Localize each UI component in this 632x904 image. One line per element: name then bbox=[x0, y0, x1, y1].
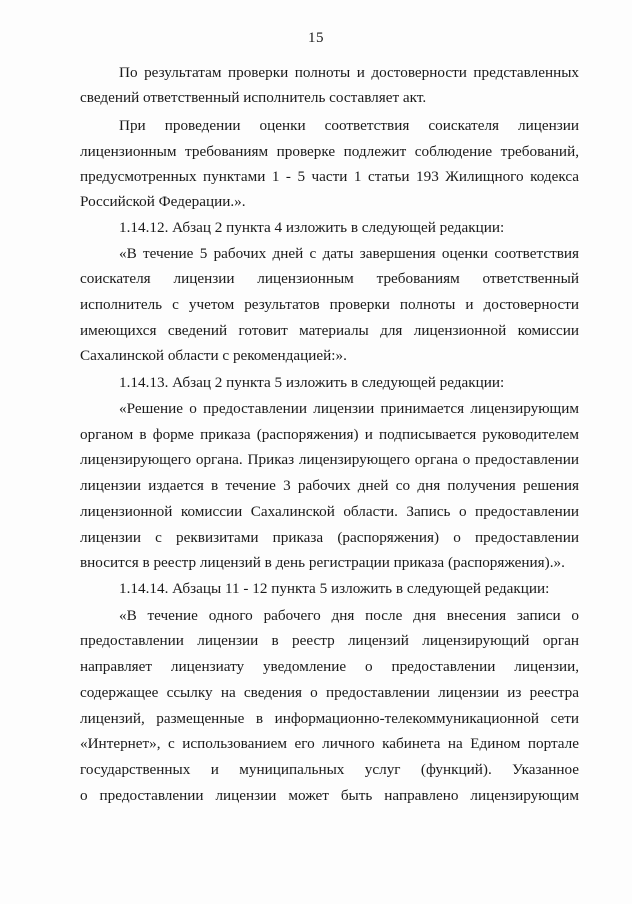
text-line: вносится в реестр лицензий в день регистрации приказа (распоряжения).». bbox=[80, 554, 565, 571]
text-line: лицензионной комиссии Сахалинской области. Запись о предоставлении bbox=[80, 503, 579, 520]
text-line: направляет лицензиату уведомление о предоставлении лицензии, bbox=[80, 658, 579, 675]
text-line: 1.14.14. Абзацы 11 - 12 пункта 5 изложить в следующей редакции: bbox=[119, 580, 550, 597]
page-number: 15 bbox=[308, 30, 324, 46]
text-line: лицензии с реквизитами приказа (распоряжения) о предоставлении bbox=[80, 529, 579, 546]
text-line: предоставлении лицензии в реестр лицензий лицензирующий орган bbox=[80, 632, 579, 649]
text-line: «Решение о предоставлении лицензии принимается лицензирующим bbox=[119, 400, 579, 417]
text-line: лицензий, размещенные в информационно-телекоммуникационной сети bbox=[80, 710, 579, 727]
text-line: имеющихся сведений готовит материалы для лицензионной комиссии bbox=[80, 322, 579, 339]
text-line: органом в форме приказа (распоряжения) и подписывается руководителем bbox=[80, 426, 579, 443]
text-line: государственных и муниципальных услуг (функций). Указанное bbox=[80, 761, 579, 778]
text-line: содержащее ссылку на сведения о предоставлении лицензии из реестра bbox=[80, 684, 579, 701]
text-line: 1.14.13. Абзац 2 пункта 5 изложить в следующей редакции: bbox=[119, 374, 505, 391]
text-line: лицензирующего органа. Приказ лицензирующего органа о предоставлении bbox=[80, 451, 579, 468]
text-line: «В течение одного рабочего дня после дня внесения записи о bbox=[119, 607, 579, 624]
text-line: 1.14.12. Абзац 2 пункта 4 изложить в следующей редакции: bbox=[119, 219, 505, 236]
text-line: исполнитель с учетом результатов проверки полноты и достоверности bbox=[80, 296, 579, 313]
text-line: «В течение 5 рабочих дней с даты завершения оценки соответствия bbox=[119, 245, 579, 262]
text-line: По результатам проверки полноты и достоверности представленных bbox=[119, 64, 579, 81]
text-line: соискателя лицензии лицензионным требованиям ответственный bbox=[80, 270, 579, 287]
text-line: Сахалинской области с рекомендацией:». bbox=[80, 347, 347, 364]
text-line: «Интернет», с использованием его личного кабинета на Едином портале bbox=[80, 735, 579, 752]
text-line: сведений ответственный исполнитель составляет акт. bbox=[80, 89, 427, 106]
text-line: При проведении оценки соответствия соискателя лицензии bbox=[119, 117, 579, 134]
text-line: предусмотренных пунктами 1 - 5 части 1 статьи 193 Жилищного кодекса bbox=[80, 168, 579, 185]
text-line: Российской Федерации.». bbox=[80, 193, 246, 210]
text-line: о предоставлении лицензии может быть направлено лицензирующим bbox=[80, 787, 579, 804]
text-line: лицензионным требованиям проверке подлежит соблюдение требований, bbox=[80, 143, 579, 160]
text-line: лицензии издается в течение 3 рабочих дней со дня получения решения bbox=[80, 477, 579, 494]
